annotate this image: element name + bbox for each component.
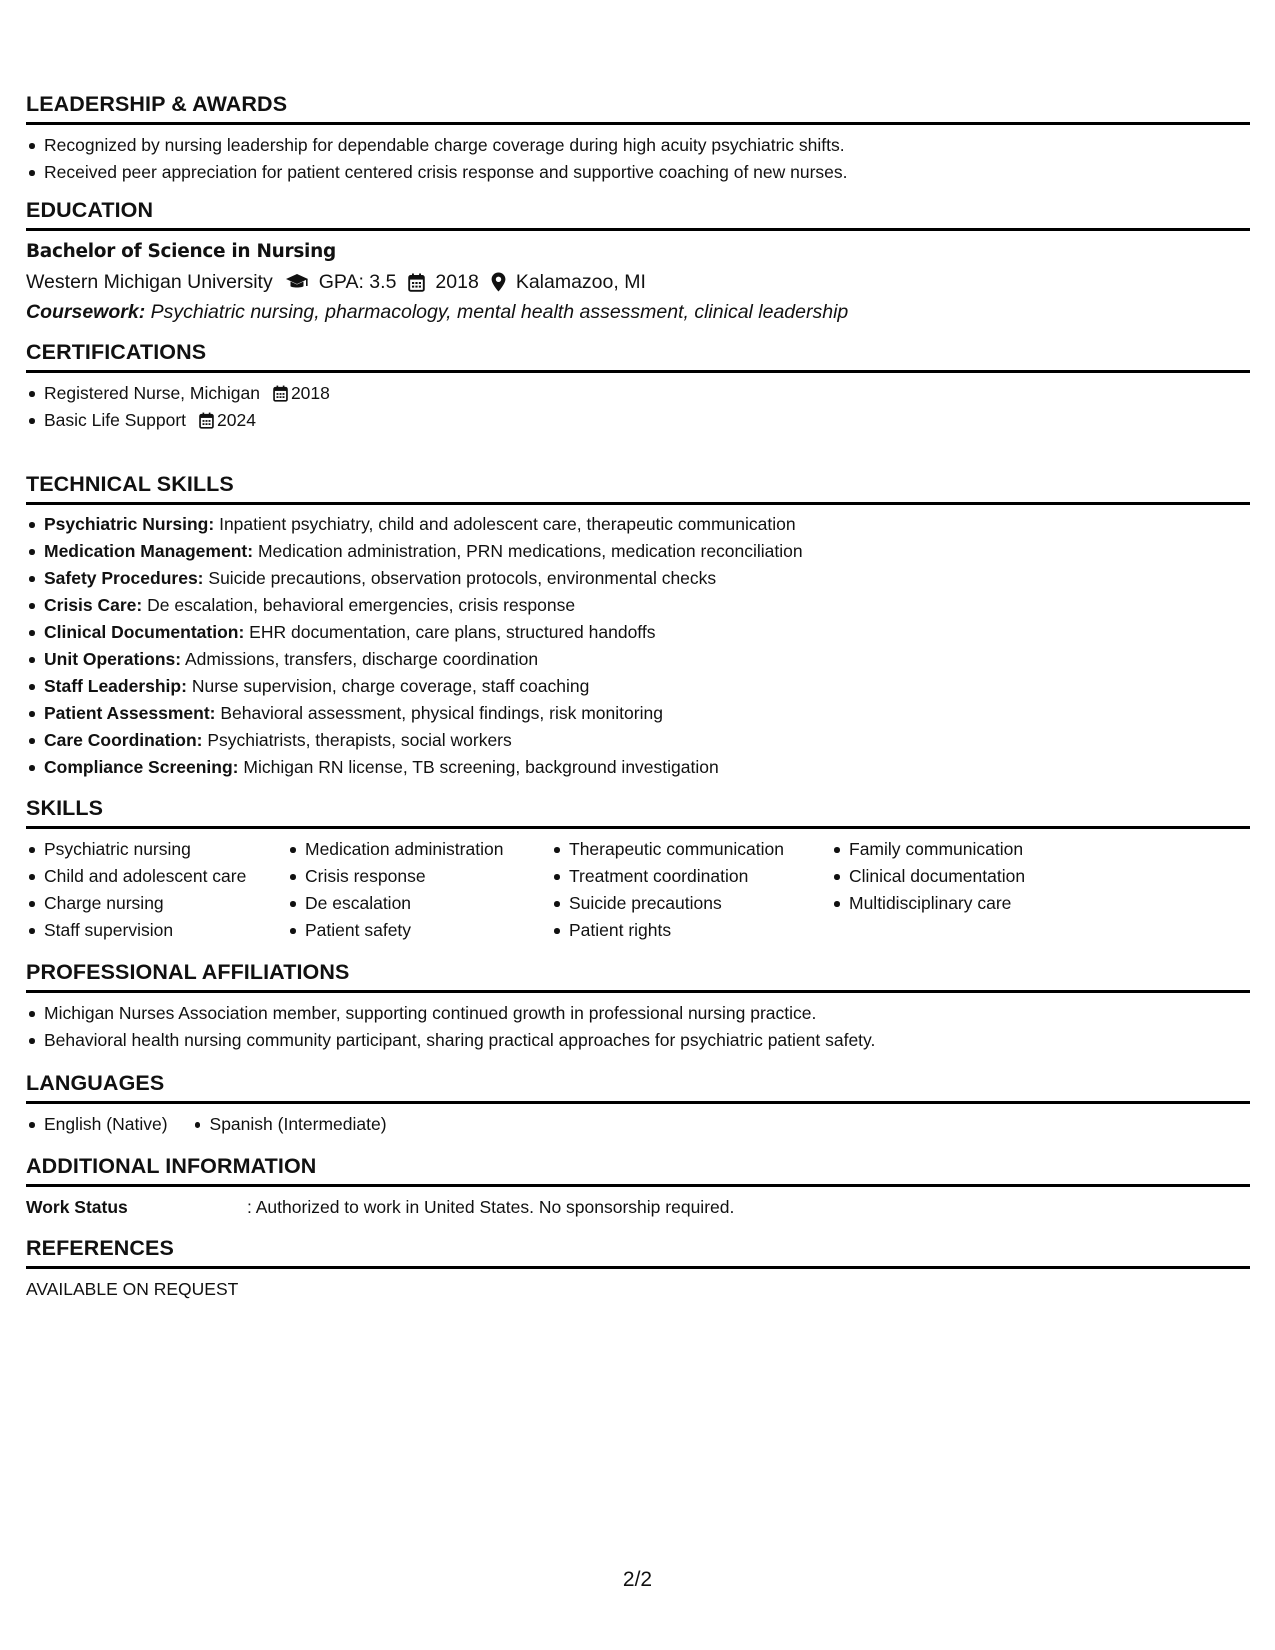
skill-text: EHR documentation, care plans, structured handoffs [249,622,656,642]
education-year: 2018 [435,271,479,293]
list-item: Behavioral health nursing community participant, sharing practical approaches for psychiatric patient safety. [26,1027,1250,1054]
certification-name: Basic Life Support [44,410,187,430]
skill-text: Admissions, transfers, discharge coordination [185,649,539,669]
skill-text: Michigan RN license, TB screening, background investigation [243,757,719,777]
skills-grid [26,836,1250,944]
skill-text: Psychiatrists, therapists, social workers [207,730,512,750]
list-item: Suicide precautions [551,890,831,917]
work-status-value: : Authorized to work in United States. No sponsorship required. [247,1197,735,1217]
page-number: 2/2 [622,1568,653,1591]
skills-column [831,836,1091,944]
skill-label: Compliance Screening: [44,757,239,777]
section-title-additional: ADDITIONAL INFORMATION [26,1153,1250,1187]
education-section [26,197,1250,327]
list-item: Staff supervision [26,917,287,944]
list-item: De escalation [287,890,551,917]
section-title-education: EDUCATION [26,197,1250,231]
skill-label: Unit Operations: [44,649,182,669]
skill-label: Crisis Care: [44,595,143,615]
list-item: Multidisciplinary care [831,890,1091,917]
skill-text: Inpatient psychiatry, child and adolescent care, therapeutic communication [219,514,796,534]
education-coursework [26,297,1250,327]
languages-list [26,1111,1250,1138]
calendar-icon [273,385,288,402]
skill-label: Clinical Documentation: [44,622,245,642]
skill-text: Nurse supervision, charge coverage, staff coaching [191,676,590,696]
calendar-icon [408,273,425,292]
list-item [26,380,1250,407]
section-title-certifications: CERTIFICATIONS [26,339,1250,373]
section-title-affiliations: PROFESSIONAL AFFILIATIONS [26,959,1250,993]
list-item: Therapeutic communication [551,836,831,863]
list-item [26,565,1250,592]
list-item [26,538,1250,565]
coursework-label: Coursework: [26,301,146,323]
skill-text: Behavioral assessment, physical findings, risk monitoring [220,703,663,723]
skill-label: Psychiatric Nursing: [44,514,215,534]
section-title-references: REFERENCES [26,1235,1250,1269]
skill-text: Suicide precautions, observation protocols, environmental checks [208,568,717,588]
list-item: Medication administration [287,836,551,863]
work-status-label: Work Status [26,1197,128,1217]
certification-name: Registered Nurse, Michigan [44,383,260,403]
certification-year: 2018 [290,383,330,403]
list-item [26,673,1250,700]
list-item: Michigan Nurses Association member, supporting continued growth in professional nursing practice. [26,1000,1250,1027]
graduation-cap-icon [285,273,309,291]
list-item [26,700,1250,727]
list-item: Patient rights [551,917,831,944]
work-status-row [26,1194,1250,1221]
technical-skills-section [26,471,1250,781]
section-title-languages: LANGUAGES [26,1070,1250,1104]
list-item [26,407,1250,434]
education-degree: Bachelor of Science in Nursing [26,241,336,262]
list-item: Treatment coordination [551,863,831,890]
references-text: AVAILABLE ON REQUEST [26,1279,239,1299]
skill-label: Medication Management: [44,541,254,561]
list-item: Family communication [831,836,1091,863]
technical-skills-list [26,511,1250,781]
section-title-skills: SKILLS [26,795,1250,829]
list-item [26,592,1250,619]
list-item: Child and adolescent care [26,863,287,890]
list-item: Charge nursing [26,890,287,917]
skill-label: Safety Procedures: [44,568,204,588]
certifications-section [26,339,1250,434]
references-section [26,1235,1250,1303]
skill-text: De escalation, behavioral emergencies, crisis response [147,595,576,615]
languages-section [26,1070,1250,1138]
skill-text: Medication administration, PRN medications, medication reconciliation [257,541,803,561]
list-item [26,646,1250,673]
list-item [26,727,1250,754]
leadership-section [26,91,1250,186]
list-item [26,754,1250,781]
skill-label: Patient Assessment: [44,703,216,723]
education-location: Kalamazoo, MI [515,271,646,293]
section-title-technical-skills: TECHNICAL SKILLS [26,471,1250,505]
list-item: Spanish (Intermediate) [192,1111,387,1138]
skills-column [287,836,551,944]
list-item [26,511,1250,538]
list-item: Psychiatric nursing [26,836,287,863]
education-details [26,267,1250,297]
certification-year: 2024 [217,410,256,430]
additional-info-section [26,1153,1250,1221]
certifications-list [26,380,1250,434]
list-item: Crisis response [287,863,551,890]
leadership-list [26,132,1250,186]
coursework-text: Psychiatric nursing, pharmacology, mental health assessment, clinical leadership [150,301,849,323]
skills-column [26,836,287,944]
list-item: Received peer appreciation for patient centered crisis response and supportive coaching of new nurses. [26,159,1250,186]
affiliations-list [26,1000,1250,1054]
map-pin-icon [491,272,506,292]
list-item: Clinical documentation [831,863,1091,890]
calendar-icon [199,412,214,429]
list-item: English (Native) [26,1111,168,1138]
list-item [26,619,1250,646]
section-title-leadership: LEADERSHIP & AWARDS [26,91,1250,125]
skill-label: Staff Leadership: [44,676,187,696]
list-item: Patient safety [287,917,551,944]
list-item: Recognized by nursing leadership for dependable charge coverage during high acuity psychiatric shifts. [26,132,1250,159]
skills-section [26,795,1250,944]
education-school: Western Michigan University [26,271,273,293]
skills-column [551,836,831,944]
skill-label: Care Coordination: [44,730,203,750]
affiliations-section [26,959,1250,1054]
education-gpa: GPA: 3.5 [318,271,397,293]
